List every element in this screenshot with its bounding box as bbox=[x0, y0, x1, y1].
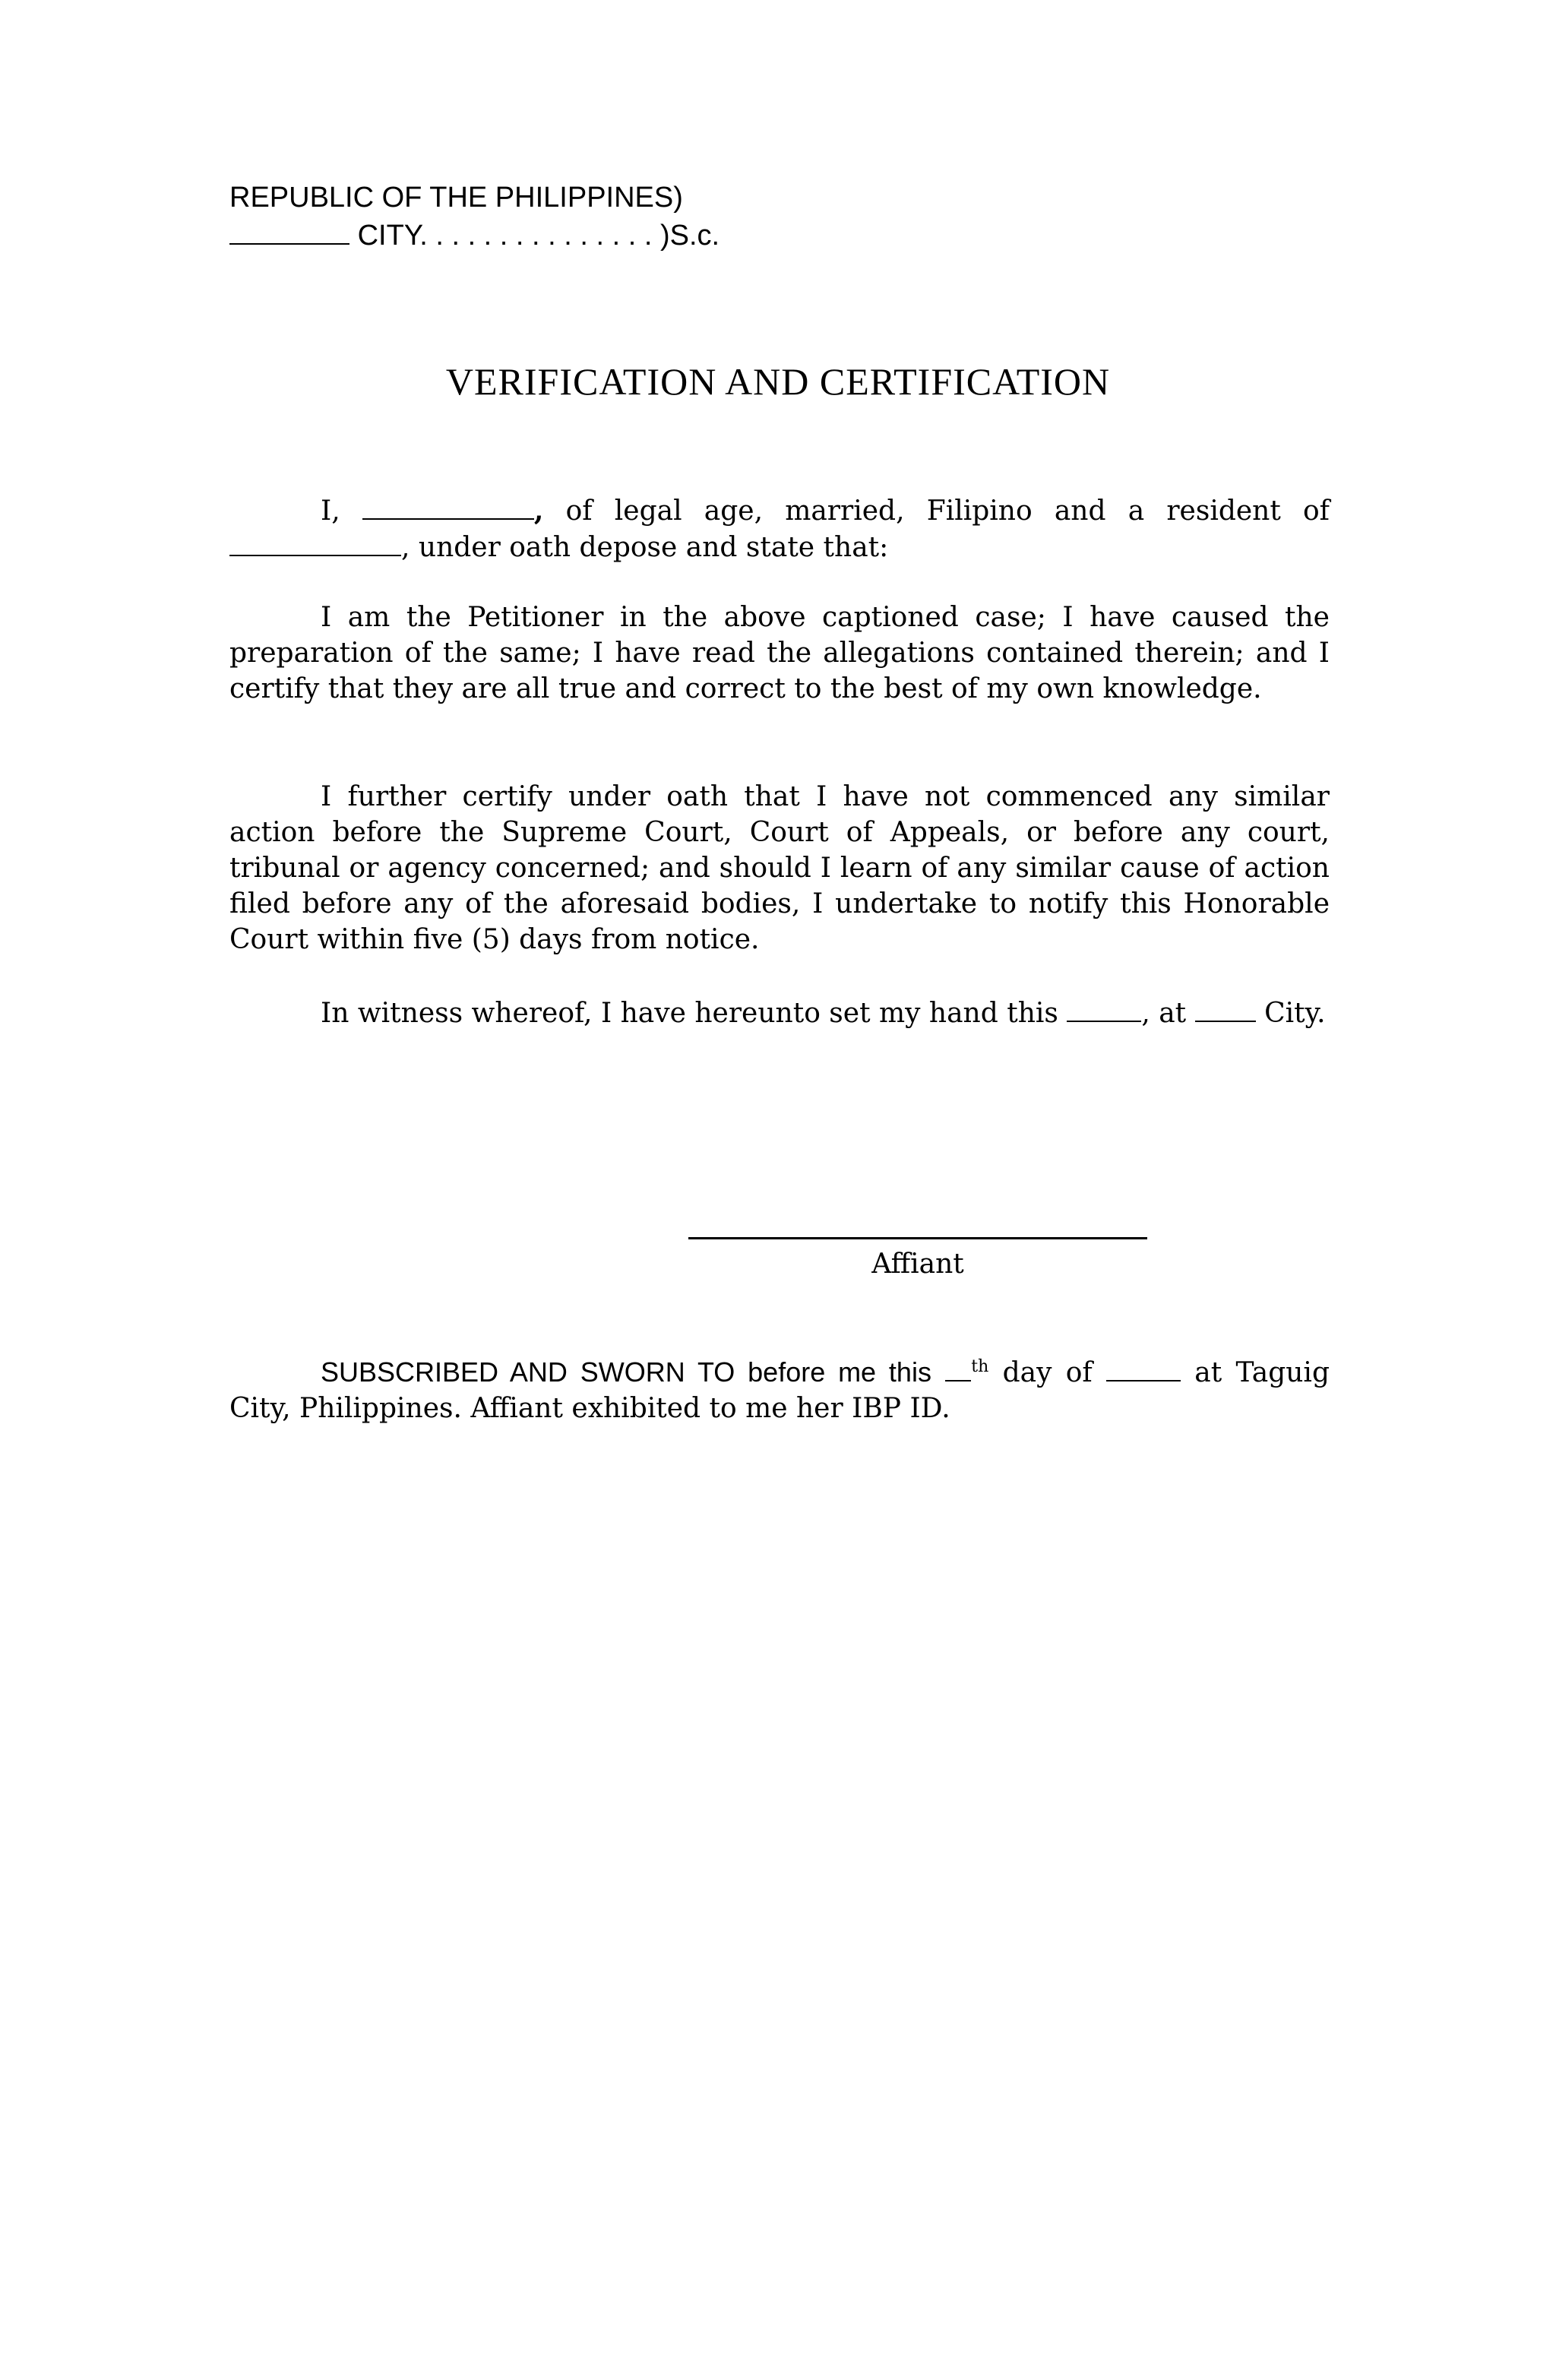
jurat-end-text: at Taguig City, Philippines. Affiant exhibited to me her IBP ID. bbox=[229, 1357, 1330, 1425]
intro-start-text: I, bbox=[321, 495, 340, 527]
ordinal-suffix: th bbox=[971, 1357, 989, 1377]
venue-country-line: REPUBLIC OF THE PHILIPPINES) bbox=[229, 182, 683, 214]
residence-blank bbox=[229, 529, 401, 556]
document-title: VERIFICATION AND CERTIFICATION bbox=[445, 360, 1111, 403]
city-blank bbox=[229, 216, 349, 245]
place-blank bbox=[1195, 995, 1256, 1022]
month-blank bbox=[1106, 1354, 1181, 1381]
affiant-name-blank bbox=[362, 492, 534, 520]
signature-line bbox=[688, 1237, 1147, 1239]
intro-middle-text: of legal age, married, Filipino and a resident of bbox=[565, 495, 1330, 527]
jurat-mid-text: day of bbox=[1002, 1357, 1093, 1389]
certification-paragraph: I further certify under oath that I have not commenced any similar action before the Supreme Court, Court of Appeals, or before any court, tribunal or agency concerned; and should I learn of any similar cause of action filed before any of the aforesaid bodies, I undertake to notify this Honorable Court within five (5) days from notice. bbox=[229, 781, 1330, 955]
witness-end-text: City. bbox=[1264, 998, 1326, 1030]
intro-comma: , bbox=[533, 495, 544, 527]
intro-end-text: , under oath depose and state that: bbox=[401, 532, 889, 564]
day-blank bbox=[945, 1354, 971, 1381]
affiant-intro-paragraph bbox=[229, 492, 1330, 565]
petitioner-paragraph: I am the Petitioner in the above captioned case; I have caused the preparation of the same; I have read the allegations contained therein; and I certify that they are all true and correct to the best of my own knowledge. bbox=[229, 602, 1330, 704]
jurat-paragraph bbox=[229, 1354, 1330, 1426]
witness-mid-text: , at bbox=[1141, 998, 1187, 1030]
venue-city-line bbox=[229, 216, 719, 254]
affiant-label: Affiant bbox=[871, 1249, 964, 1280]
city-label: CITY. . . . . . . . . . . . . . . )S.c. bbox=[357, 220, 720, 252]
jurat-start-text: SUBSCRIBED AND SWORN TO before me this bbox=[321, 1356, 931, 1388]
witness-start-text: In witness whereof, I have hereunto set my hand this bbox=[321, 998, 1058, 1030]
date-blank bbox=[1067, 995, 1141, 1022]
venue-header bbox=[229, 179, 719, 254]
witness-paragraph bbox=[229, 995, 1330, 1031]
